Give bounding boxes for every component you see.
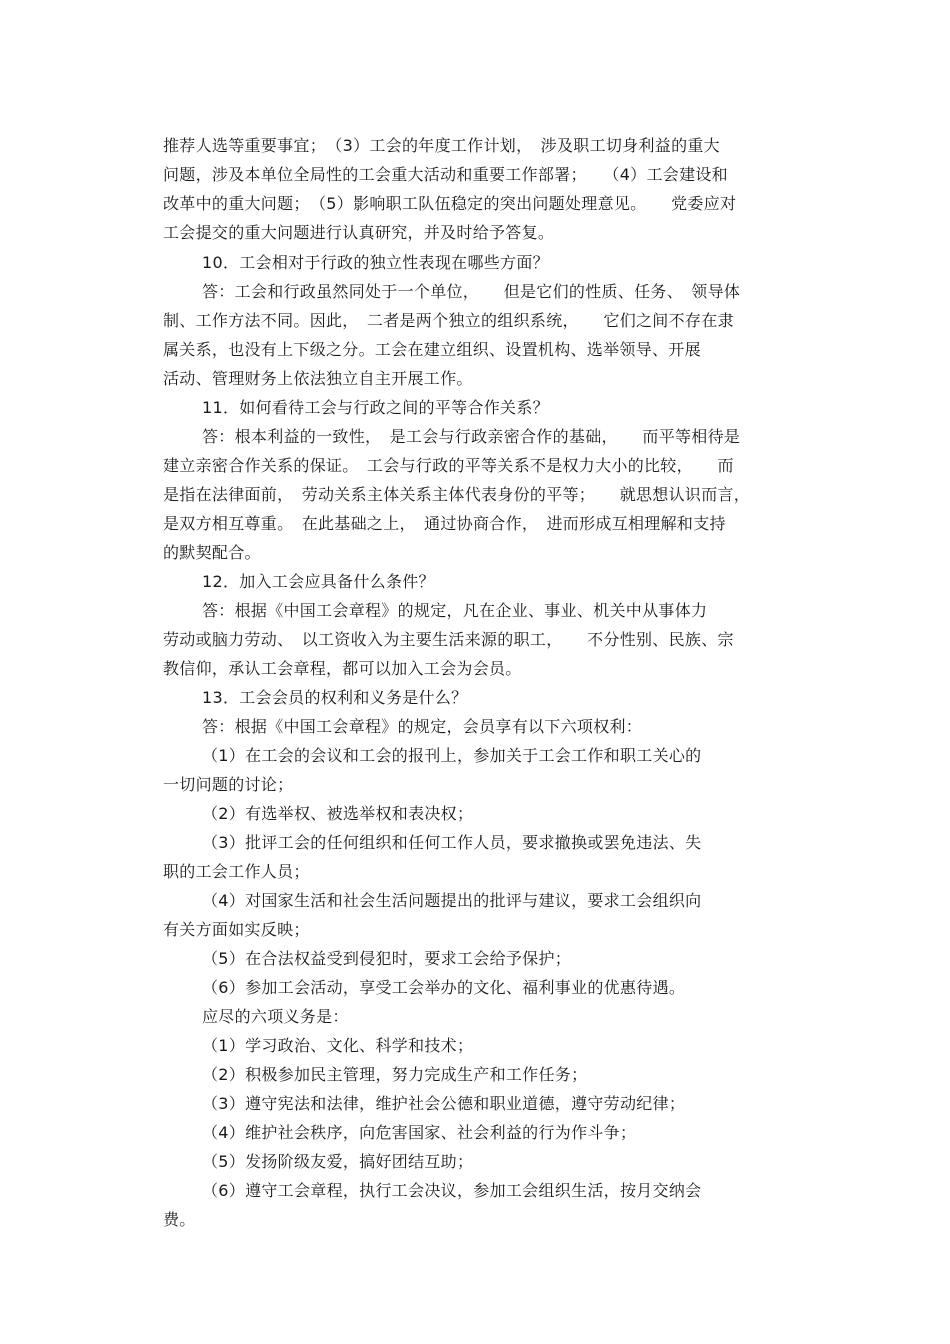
- body-line: 问题，涉及本单位全局性的工会重大活动和重要工作部署； （4）工会建设和: [163, 165, 728, 184]
- body-line: 职的工会工作人员；: [163, 862, 310, 881]
- body-line: 费。: [163, 1210, 196, 1229]
- body-line: 劳动或脑力劳动、 以工资收入为主要生活来源的职工， 不分性别、民族、宗: [163, 630, 734, 649]
- body-line: 制、工作方法不同。因此， 二者是两个独立的组织系统， 它们之间不存在隶: [163, 311, 734, 330]
- body-line: 教信仰，承认工会章程，都可以加入工会为会员。: [163, 659, 522, 678]
- body-line: 一切问题的讨论；: [163, 775, 294, 794]
- question-heading: 10．工会相对于行政的独立性表现在哪些方面？: [202, 253, 549, 272]
- body-line: 改革中的重大问题； （5）影响职工队伍稳定的突出问题处理意见。 党委应对: [163, 194, 737, 213]
- question-heading: 11．如何看待工会与行政之间的平等合作关系？: [202, 398, 549, 417]
- list-item: （4）对国家生活和社会生活问题提出的批评与建议，要求工会组织向: [202, 891, 702, 910]
- list-item: （5）发扬阶级友爱，搞好团结互助；: [202, 1152, 474, 1171]
- answer-line: 答：根据《中国工会章程》的规定，会员享有以下六项权利：: [202, 717, 643, 736]
- question-heading: 13．工会会员的权利和义务是什么？: [202, 688, 468, 707]
- body-line: 推荐人选等重要事宜； （3）工会的年度工作计划， 涉及职工切身利益的重大: [163, 136, 720, 155]
- list-item: （6）参加工会活动，享受工会举办的文化、福利事业的优惠待遇。: [202, 978, 686, 997]
- body-line: 有关方面如实反映；: [163, 920, 310, 939]
- duties-heading: 应尽的六项义务是：: [202, 1007, 349, 1026]
- list-item: （6）遵守工会章程，执行工会决议，参加工会组织生活，按月交纳会: [202, 1181, 702, 1200]
- body-line: 活动、管理财务上依法独立自主开展工作。: [163, 369, 473, 388]
- body-line: 是指在法律面前， 劳动关系主体关系主体代表身份的平等； 就思想认识而言，: [163, 485, 751, 504]
- answer-line: 答：根本利益的一致性， 是工会与行政亲密合作的基础， 而平等相待是: [202, 427, 741, 446]
- question-heading: 12．加入工会应具备什么条件？: [202, 572, 435, 591]
- body-line: 是双方相互尊重。 在此基础之上， 通过协商合作， 进而形成互相理解和支持: [163, 514, 726, 533]
- list-item: （1）在工会的会议和工会的报刊上，参加关于工会工作和职工关心的: [202, 746, 702, 765]
- list-item: （4）维护社会秩序，向危害国家、社会利益的行为作斗争；: [202, 1123, 637, 1142]
- body-line: 的默契配合。: [163, 543, 261, 562]
- list-item: （2）积极参加民主管理，努力完成生产和工作任务；: [202, 1065, 588, 1084]
- body-line: 工会提交的重大问题进行认真研究，并及时给予答复。: [163, 223, 555, 242]
- body-line: 建立亲密合作关系的保证。 工会与行政的平等关系不是权力大小的比较， 而: [163, 456, 734, 475]
- list-item: （1）学习政治、文化、科学和技术；: [202, 1036, 474, 1055]
- answer-line: 答：根据《中国工会章程》的规定，凡在企业、事业、机关中从事体力: [202, 601, 708, 620]
- list-item: （3）批评工会的任何组织和任何工作人员，要求撤换或罢免违法、失: [202, 833, 702, 852]
- list-item: （5）在合法权益受到侵犯时，要求工会给予保护；: [202, 949, 572, 968]
- body-line: 属关系，也没有上下级之分。工会在建立组织、设置机构、选举领导、开展: [163, 340, 701, 359]
- list-item: （3）遵守宪法和法律，维护社会公德和职业道德，遵守劳动纪律；: [202, 1094, 686, 1113]
- list-item: （2）有选举权、被选举权和表决权；: [202, 804, 474, 823]
- answer-line: 答：工会和行政虽然同处于一个单位， 但是它们的性质、任务、 领导体: [202, 282, 741, 301]
